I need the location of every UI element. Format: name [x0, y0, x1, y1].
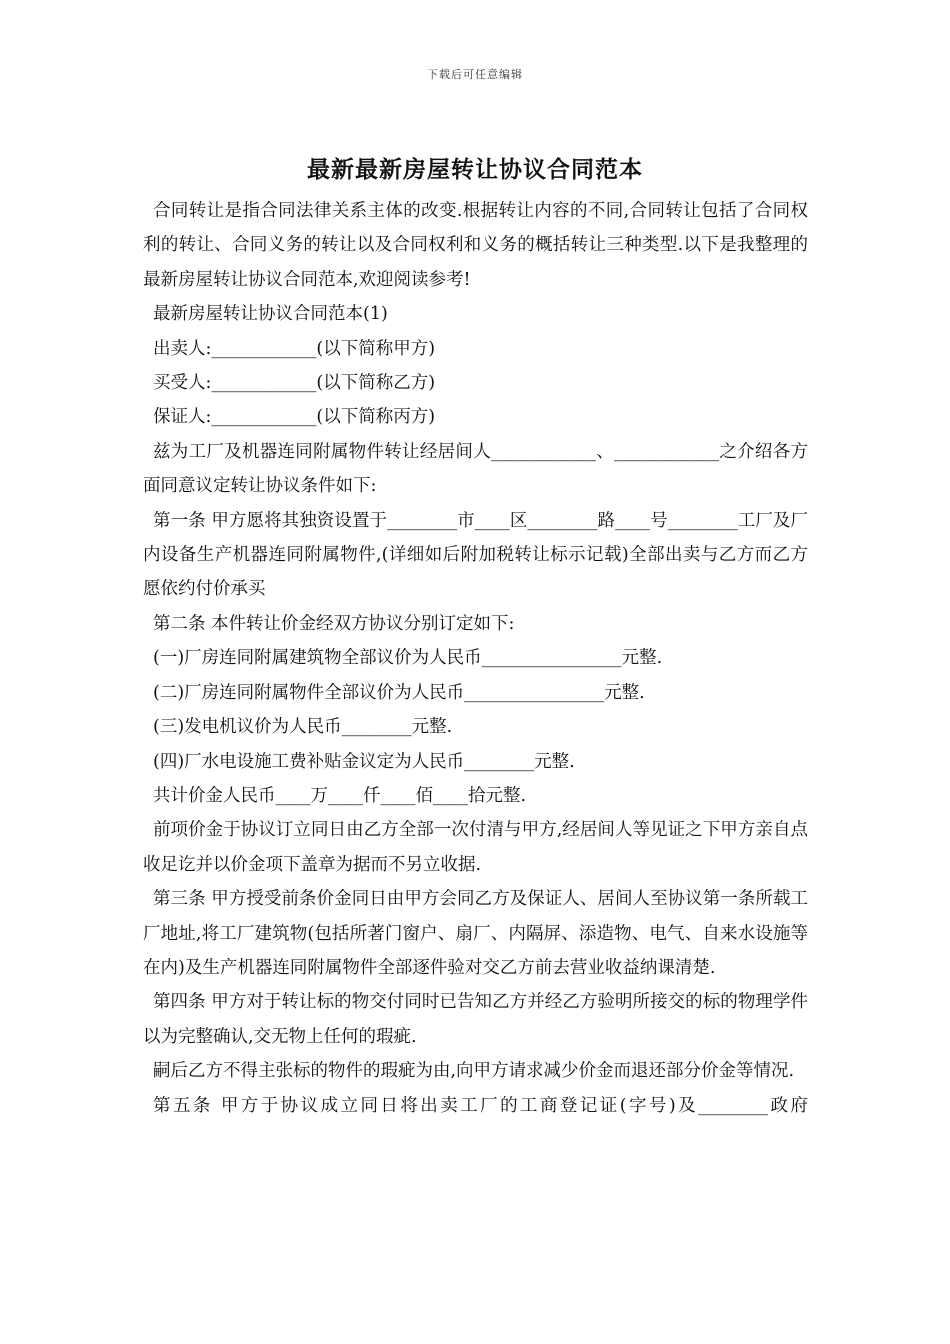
paragraph-preamble: 兹为工厂及机器连同附属物件转让经居间人____________、____________之介绍各方面同意议定转让协议条件如下: [143, 441, 808, 497]
paragraph-article-5: 第五条 甲方于协议成立同日将出卖工厂的工商登记证(字号)及________政府 [153, 1095, 808, 1116]
document-title: 最新最新房屋转让协议合同范本 [307, 156, 643, 183]
paragraph-article-3: 第三条 甲方授受前条价金同日由甲方会同乙方及保证人、居间人至协议第一条所载工厂地址,将工厂建筑物(包括所著门窗户、扇厂、内隔屏、添造物、电气、自来水设施等在内)及生产机器连同附属物件全部逐件验对交乙方前去营业收益纳课清楚. [143, 889, 808, 978]
paragraph-article-4: 第四条 甲方对于转让标的物交付同时已告知乙方并经乙方验明所接交的标的物理学件以为完整确认,交无物上任何的瑕疵. [143, 992, 808, 1047]
document-body [143, 194, 808, 1123]
paragraph-price-item-2: (二)厂房连同附属物件全部议价为人民币________________元整. [153, 682, 645, 703]
paragraph-intro: 合同转让是指合同法律关系主体的改变.根据转让内容的不同,合同转让包括了合同权利的转让、合同义务的转让以及合同权利和义务的概括转让三种类型.以下是我整理的最新房屋转让协议合同范本,欢迎阅读参考! [143, 201, 808, 290]
paragraph-sample-heading: 最新房屋转让协议合同范本(1) [153, 304, 388, 325]
paragraph-payment: 前项价金于协议订立同日由乙方全部一次付清与甲方,经居间人等见证之下甲方亲自点收足讫并以价金项下盖章为据而不另立收据. [143, 820, 808, 875]
header-note: 下载后可任意编辑 [427, 68, 523, 81]
paragraph-price-item-4: (四)厂水电设施工费补贴金议定为人民币________元整. [153, 751, 575, 772]
paragraph-price-item-1: (一)厂房连同附属建筑物全部议价为人民币________________元整. [153, 648, 663, 669]
paragraph-price-item-3: (三)发电机议价为人民币________元整. [153, 717, 453, 738]
paragraph-guarantor: 保证人:____________(以下简称丙方) [153, 407, 436, 428]
paragraph-article-1: 第一条 甲方愿将其独资设置于________市____区________路____号________工厂及厂内设备生产机器连同附属物件,(详细如后附加税转让标示记载)全部出卖与乙方而乙方愿依约付价承买 [143, 510, 808, 600]
paragraph-defect-clause: 嗣后乙方不得主张标的物件的瑕疵为由,向甲方请求减少价金而退还部分价金等情况. [153, 1061, 795, 1082]
paragraph-seller: 出卖人:____________(以下简称甲方) [153, 338, 436, 359]
paragraph-buyer: 买受人:____________(以下简称乙方) [153, 373, 436, 394]
paragraph-price-total: 共计价金人民币____万____仟____佰____拾元整. [153, 785, 527, 806]
paragraph-article-2: 第二条 本件转让价金经双方协议分别订定如下: [153, 613, 515, 634]
